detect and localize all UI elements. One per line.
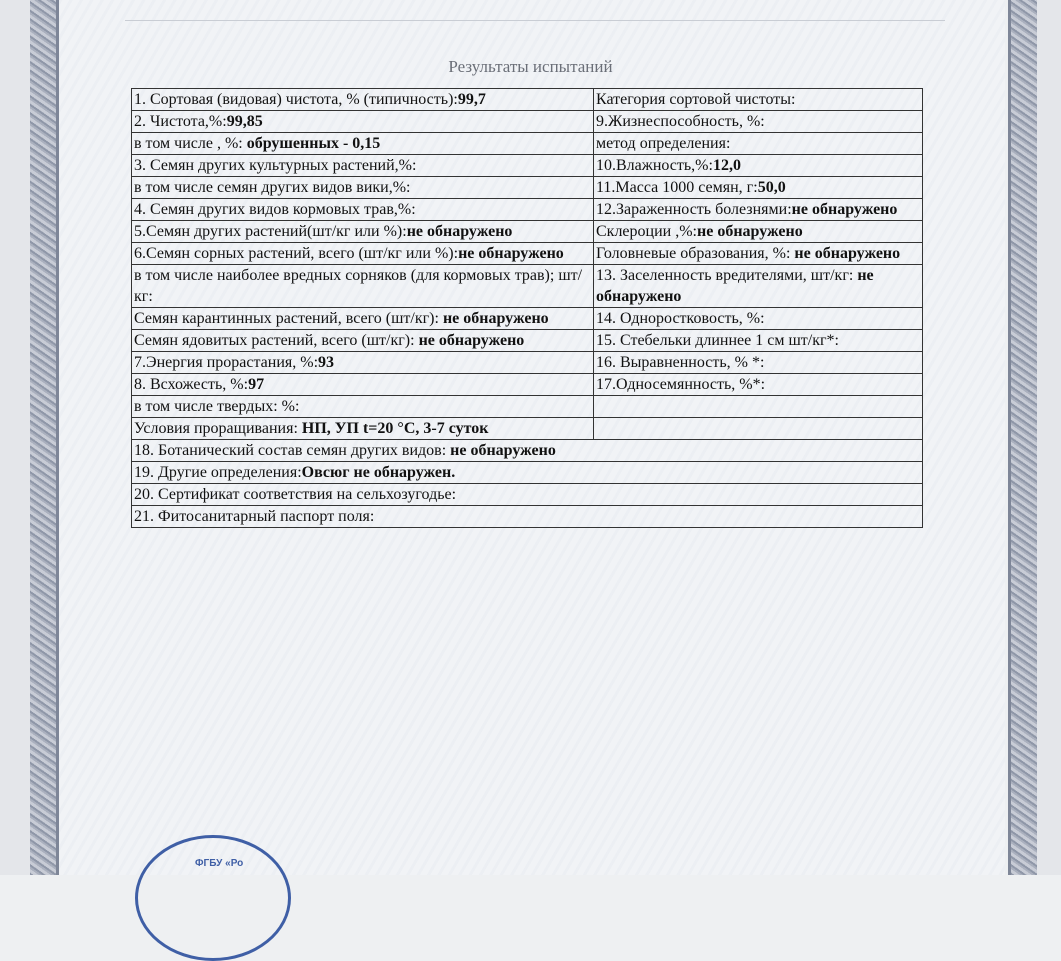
cell-value: не обнаружено [596, 267, 874, 305]
cell-label: метод определения: [596, 135, 731, 152]
table-cell [594, 221, 923, 243]
table-cell [594, 155, 923, 177]
table-cell [594, 374, 923, 396]
cell-value: не обнаружено [794, 245, 901, 262]
table-cell [132, 265, 594, 308]
table-row [132, 133, 923, 155]
decorative-border-left [30, 0, 59, 875]
table-cell [594, 177, 923, 199]
table-cell [132, 308, 594, 330]
cell-label: 6.Семян сорных растений, всего (шт/кг или %): [134, 245, 459, 262]
stamp-seal [135, 835, 291, 961]
table-row-full [132, 462, 923, 484]
table-cell [132, 440, 923, 462]
table-row [132, 221, 923, 243]
cell-label: 17.Односемянность, %*: [596, 376, 766, 393]
cell-value: не обнаружено [406, 223, 513, 240]
table-cell [132, 133, 594, 155]
cell-value: не обнаружено [450, 442, 556, 459]
cell-label: в том числе семян других видов вики,%: [134, 179, 411, 196]
table-cell [132, 177, 594, 199]
cell-value: не обнаружено [791, 201, 898, 218]
cell-label: в том числе твердых: %: [134, 398, 300, 415]
cell-value: НП, УП t=20 °С, 3-7 суток [301, 420, 489, 437]
table-row [132, 177, 923, 199]
cell-value: 99,85 [226, 113, 263, 130]
cell-label: Условия проращивания: [134, 420, 302, 437]
cell-label: 3. Семян других культурных растений,%: [134, 157, 417, 174]
cell-label: Склероции ,%: [596, 223, 697, 240]
cell-label: 1. Сортовая (видовая) чистота, % (типичность): [134, 91, 458, 108]
cell-label: в том числе , %: [134, 135, 247, 152]
cell-label: 13. Заселенность вредителями, шт/кг: [596, 267, 858, 284]
page-margin-left [0, 0, 30, 875]
cell-label: 18. Ботанический состав семян других видов: [134, 442, 451, 459]
table-cell [594, 330, 923, 352]
table-cell [132, 155, 594, 177]
table-row-full [132, 440, 923, 462]
table-cell [594, 308, 923, 330]
top-rule [125, 20, 945, 21]
cell-label: 21. Фитосанитарный паспорт поля: [134, 508, 375, 525]
table-cell [594, 89, 923, 111]
table-cell [132, 221, 594, 243]
table-row [132, 396, 923, 418]
cell-value: 97 [248, 376, 265, 393]
table-cell [594, 265, 923, 308]
table-row [132, 199, 923, 221]
table-row [132, 308, 923, 330]
table-cell [594, 396, 923, 418]
cell-label: 9.Жизнеспособность, %: [596, 113, 765, 130]
table-cell [132, 484, 923, 506]
table-cell [132, 330, 594, 352]
table-row [132, 418, 923, 440]
table-cell [594, 418, 923, 440]
table-cell [594, 133, 923, 155]
table-cell [594, 199, 923, 221]
cell-value: обрушенных - 0,15 [246, 135, 381, 152]
cell-value: не обнаружено [442, 310, 549, 327]
table-cell [132, 352, 594, 374]
cell-label: 4. Семян других видов кормовых трав,%: [134, 201, 416, 218]
cell-value: 50,0 [757, 179, 786, 196]
table-cell [132, 396, 594, 418]
table-cell [594, 243, 923, 265]
cell-label: 20. Сертификат соответствия на сельхозугодье: [134, 486, 457, 503]
table-cell [132, 89, 594, 111]
table-row [132, 155, 923, 177]
decorative-border-right [1008, 0, 1037, 875]
results-table [131, 88, 923, 528]
cell-value: 12,0 [712, 157, 741, 174]
cell-label: Семян карантинных растений, всего (шт/кг): [134, 310, 443, 327]
cell-label: 16. Выравненность, % *: [596, 354, 765, 371]
cell-value: Овсюг не обнаружен. [301, 464, 456, 481]
table-row-full [132, 484, 923, 506]
table-row [132, 265, 923, 308]
section-title: Результаты испытаний [448, 57, 613, 76]
table-row [132, 89, 923, 111]
cell-label: в том числе наиболее вредных сорняков (для кормовых трав); шт/кг: [134, 267, 583, 305]
page-margin-right [1037, 0, 1061, 875]
cell-label: 10.Влажность,%: [596, 157, 713, 174]
cell-label: 8. Всхожесть, %: [134, 376, 249, 393]
table-row-full [132, 506, 923, 528]
stamp-seal-text: ФГБУ «Ро [195, 858, 244, 869]
cell-value: 93 [318, 354, 335, 371]
cell-label: 19. Другие определения: [134, 464, 302, 481]
table-row [132, 352, 923, 374]
table-cell [132, 462, 923, 484]
table-cell [594, 352, 923, 374]
cell-value: не обнаружено [418, 332, 525, 349]
cell-label: 5.Семян других растений(шт/кг или %): [134, 223, 407, 240]
cell-label: 15. Стебельки длиннее 1 см шт/кг*: [596, 332, 839, 349]
cell-value: 99,7 [457, 91, 486, 108]
table-cell [132, 243, 594, 265]
cell-label: 11.Масса 1000 семян, г: [596, 179, 758, 196]
cell-label: 7.Энергия прорастания, %: [134, 354, 319, 371]
table-cell [132, 199, 594, 221]
table-cell [132, 111, 594, 133]
table-cell [132, 418, 594, 440]
cell-value: не обнаружено [697, 223, 803, 240]
table-row [132, 243, 923, 265]
cell-value: не обнаружено [458, 245, 564, 262]
cell-label: Головневые образования, %: [596, 245, 795, 262]
table-cell [132, 506, 923, 528]
cell-label: 14. Одноростковость, %: [596, 310, 765, 327]
cell-label: Семян ядовитых растений, всего (шт/кг): [134, 332, 419, 349]
table-cell [594, 111, 923, 133]
cell-label: Категория сортовой чистоты: [596, 91, 796, 108]
table-row [132, 374, 923, 396]
cell-label: 12.Зараженность болезнями: [596, 201, 792, 218]
table-row [132, 330, 923, 352]
cell-label: 2. Чистота,%: [134, 113, 227, 130]
table-row [132, 111, 923, 133]
table-cell [132, 374, 594, 396]
